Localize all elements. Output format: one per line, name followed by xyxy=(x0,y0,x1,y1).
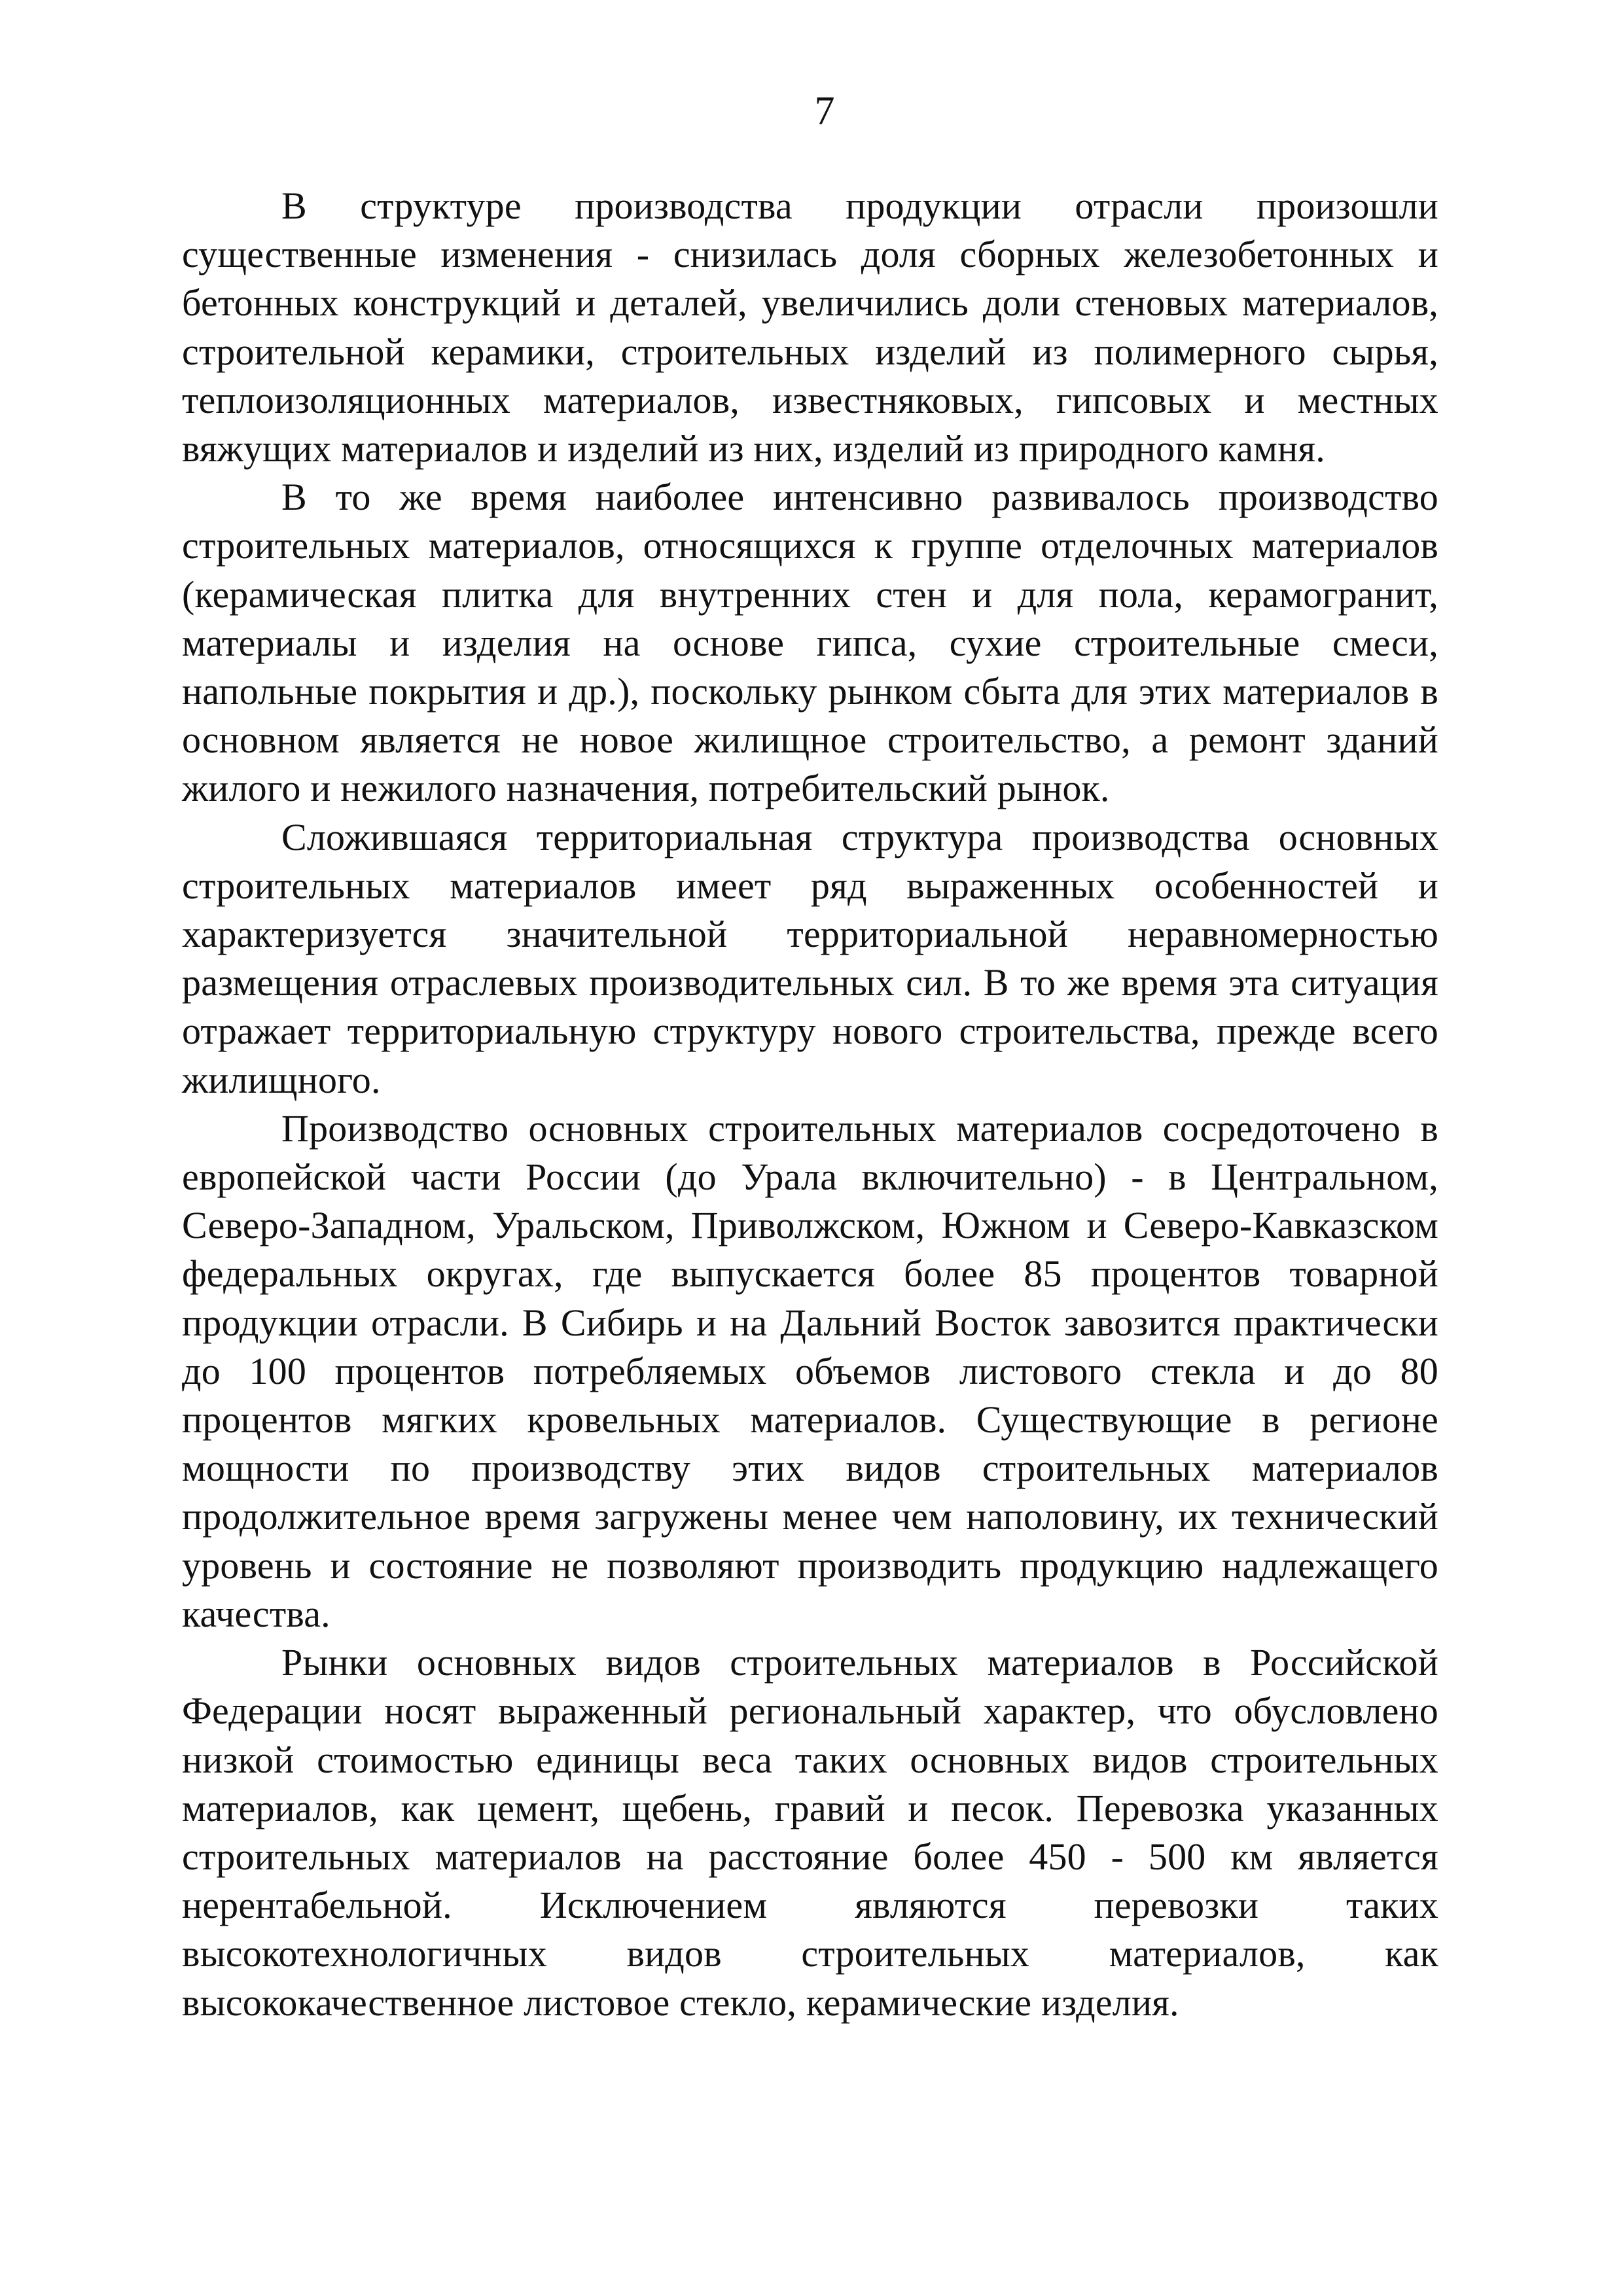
paragraph-3: Сложившаяся территориальная структура производства основных строительных материалов имеет ряд выраженных особенностей и характеризуется значительной территориальной неравномерностью размещения отраслевых производительных сил. В то же время эта ситуация отражает территориальную структуру нового строительства, прежде всего жилищного. xyxy=(182,815,1438,1101)
paragraph-2: В то же время наиболее интенсивно развивалось производство строительных материалов, относящихся к группе отделочных материалов (керамическая плитка для внутренних стен и для пола, керамогранит, материалы и изделия на основе гипса, сухие строительные смеси, напольные покрытия и др.), поскольку рынком сбыта для этих материалов в основном является не новое жилищное строительство, а ремонт зданий жилого и нежилого назначения, потребительский рынок. xyxy=(182,476,1438,810)
document-body xyxy=(182,182,1438,2027)
paragraph-4: Производство основных строительных материалов сосредоточено в европейской части России (до Урала включительно) - в Центральном, Северо-Западном, Уральском, Приволжском, Южном и Северо-Кавказском федеральных округах, где выпускается более 85 процентов товарной продукции отрасли. В Сибирь и на Дальний Восток завозится практически до 100 процентов потребляемых объемов листового стекла и до 80 процентов мягких кровельных материалов. Существующие в регионе мощности по производству этих видов строительных материалов продолжительное время загружены менее чем наполовину, их технический уровень и состояние не позволяют производить продукцию надлежащего качества. xyxy=(182,1106,1438,1635)
page-number: 7 xyxy=(814,89,835,133)
paragraph-1: В структуре производства продукции отрасли произошли существенные изменения - снизилась доля сборных железобетонных и бетонных конструкций и деталей, увеличились доли стеновых материалов, строительной керамики, строительных изделий из полимерного сырья, теплоизоляционных материалов, известняковых, гипсовых и местных вяжущих материалов и изделий из них, изделий из природного камня. xyxy=(182,185,1438,470)
paragraph-5: Рынки основных видов строительных материалов в Российской Федерации носят выраженный региональный характер, что обусловлено низкой стоимостью единицы веса таких основных видов строительных материалов, как цемент, щебень, гравий и песок. Перевозка указанных строительных материалов на расстояние более 450 - 500 км является нерентабельной. Исключением являются перевозки таких высокотехнологичных видов строительных материалов, как высококачественное листовое стекло, керамические изделия. xyxy=(182,1641,1438,2024)
